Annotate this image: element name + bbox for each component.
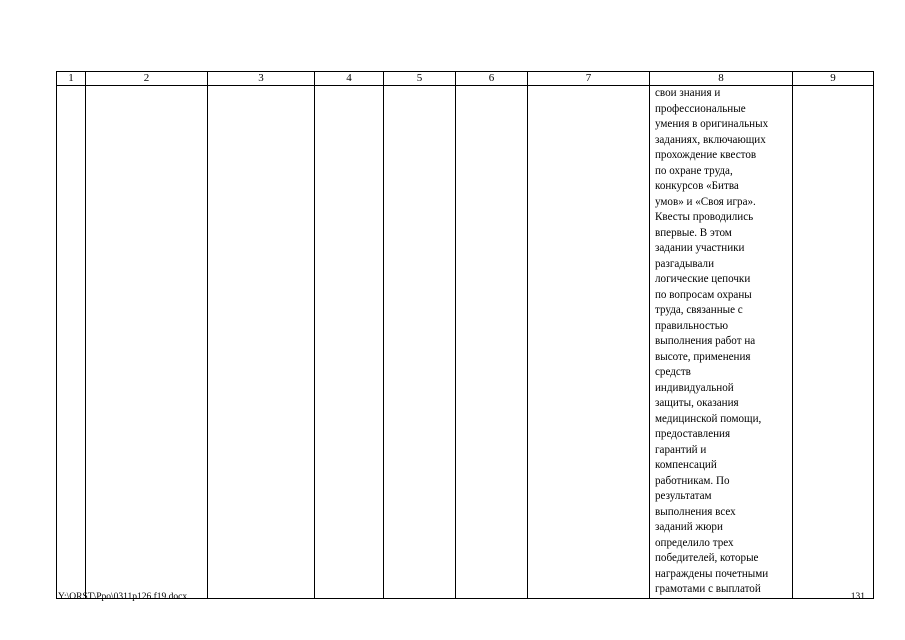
column-header-8: 8	[650, 72, 793, 86]
text-line: награждены почетными	[655, 567, 769, 580]
text-line: выполнения всех	[655, 505, 736, 518]
table-cell-col4	[315, 86, 384, 599]
table-cell-col8	[650, 86, 793, 599]
text-line: индивидуальной	[655, 381, 734, 394]
text-line: по охране труда,	[655, 164, 733, 177]
text-line: свои знания и	[655, 87, 721, 99]
text-line: логические цепочки	[655, 273, 751, 285]
text-line: определило трех	[655, 536, 734, 549]
column-header-2: 2	[86, 72, 208, 86]
table-cell-col3	[208, 86, 315, 599]
text-line: профессиональные	[655, 102, 746, 115]
table-cell-col7	[528, 86, 650, 599]
text-line: правильностью	[655, 319, 729, 332]
text-line: победителей, которые	[655, 552, 759, 564]
header-row	[57, 72, 874, 86]
text-line: предоставления	[655, 428, 731, 440]
table-cell-col2	[86, 86, 208, 599]
text-line: впервые. В этом	[655, 226, 732, 239]
table-cell-col6	[456, 86, 528, 599]
col8-text-block	[650, 86, 792, 598]
text-line: средств	[655, 366, 691, 378]
column-header-5: 5	[384, 72, 456, 86]
text-line: медицинской помощи,	[655, 412, 762, 425]
text-line: Квесты проводились	[655, 211, 754, 223]
table-row	[57, 86, 874, 599]
column-header-4: 4	[315, 72, 384, 86]
page-number: 131	[850, 592, 865, 602]
text-line: компенсаций	[655, 459, 717, 471]
text-line: умов» и «Своя игра».	[655, 195, 756, 208]
table-cell-col9	[793, 86, 874, 599]
text-line: по вопросам охраны	[655, 288, 752, 301]
text-line: заданиях, включающих	[655, 133, 766, 146]
text-line: задании участники	[655, 242, 745, 254]
text-line: работникам. По	[655, 474, 730, 487]
text-line: конкурсов «Битва	[655, 180, 739, 192]
column-header-3: 3	[208, 72, 315, 86]
column-header-1: 1	[57, 72, 86, 86]
table-cell-col1	[57, 86, 86, 599]
text-line: результатам	[655, 490, 712, 502]
text-line: выполнения работ на	[655, 335, 756, 347]
table-cell-col5	[384, 86, 456, 599]
text-line: грамотами с выплатой	[655, 583, 761, 595]
document-table	[56, 71, 874, 599]
text-line: прохождение квестов	[655, 149, 757, 161]
text-line: высоте, применения	[655, 350, 751, 363]
text-line: труда, связанные с	[655, 304, 743, 316]
text-line: гарантий и	[655, 443, 707, 456]
footer-file-path: Y:\ORST\Ppo\0311p126.f19.docx	[58, 592, 188, 602]
text-line: разгадывали	[655, 257, 715, 270]
column-header-6: 6	[456, 72, 528, 86]
column-header-7: 7	[528, 72, 650, 86]
column-header-9: 9	[793, 72, 874, 86]
text-line: защиты, оказания	[655, 397, 739, 409]
text-line: заданий жюри	[655, 521, 723, 533]
text-line: умения в оригинальных	[655, 118, 769, 130]
